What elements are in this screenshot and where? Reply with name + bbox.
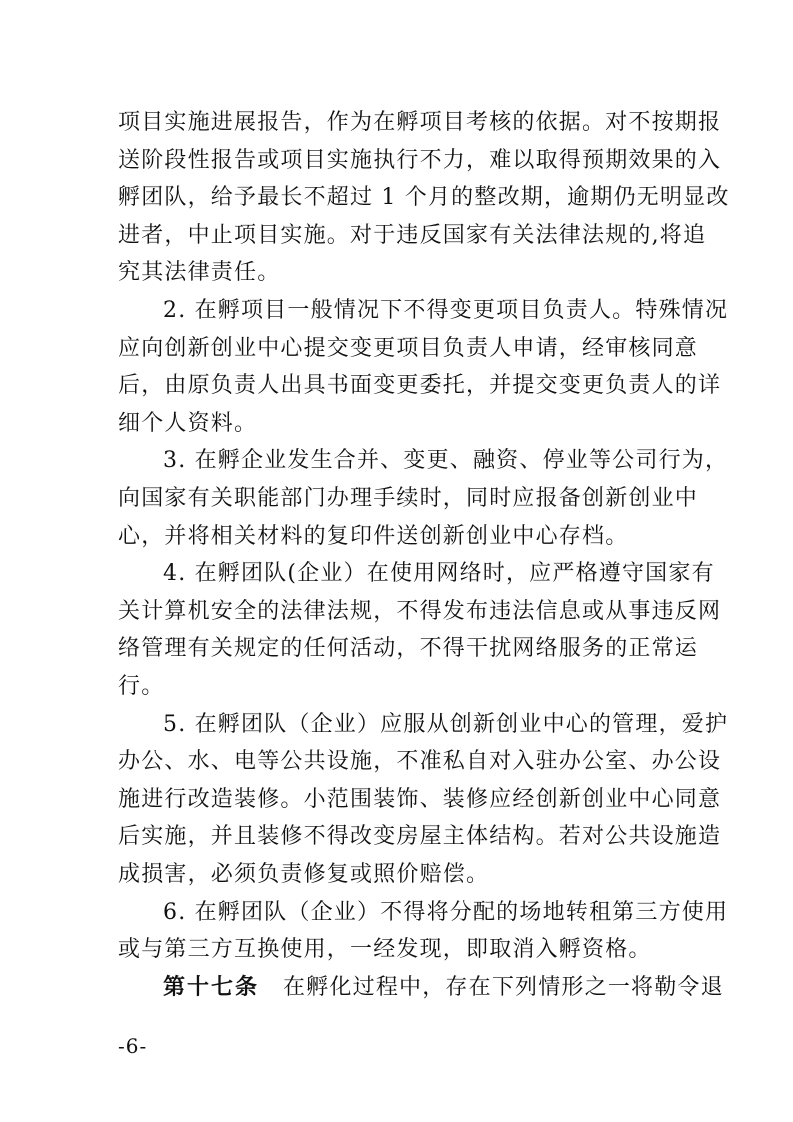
- text-line: 项目实施进展报告，作为在孵项目考核的依据。对不按期报: [118, 110, 722, 135]
- article-heading: 第十七条: [163, 974, 260, 1000]
- text-line: 孵团队，给予最长不超过 1 个月的整改期，逾期仍无明显改: [118, 185, 730, 211]
- clause-5-first-line: 5. 在孵团队（企业）应服从创新创业中心的管理，爱护: [163, 711, 729, 737]
- text-line: 行。: [118, 674, 165, 699]
- clause-6-first-line: 6. 在孵团队（企业）不得将分配的场地转租第三方使用: [163, 899, 729, 925]
- text-line: 成损害，必须负责修复或照价赔偿。: [118, 862, 490, 887]
- text-line: 细个人资料。: [118, 410, 258, 436]
- text-line: 后，由原负责人出具书面变更委托，并提交变更负责人的详: [118, 373, 722, 399]
- page-number: -6-: [118, 1034, 148, 1058]
- text-line: 办公、水、电等公共设施，不准私自对入驻办公室、办公设: [118, 749, 722, 775]
- clause-3-first-line: 3. 在孵企业发生合并、变更、融资、停业等公司行为，: [163, 448, 729, 474]
- text-line: 进者，中止项目实施。对于违反国家有关法律法规的,将追: [118, 222, 707, 248]
- clause-2-first-line: 2. 在孵项目一般情况下不得变更项目负责人。特殊情况: [163, 298, 729, 323]
- text-line: 向国家有关职能部门办理手续时，同时应报备创新创业中: [118, 486, 699, 511]
- text-line: 络管理有关规定的任何活动，不得干扰网络服务的正常运: [118, 636, 699, 662]
- text-line: 关计算机安全的法律法规，不得发布违法信息或从事违反网: [118, 598, 722, 624]
- text-line: 施进行改造装修。小范围装饰、装修应经创新创业中心同意: [118, 786, 722, 812]
- text-line: 应向创新创业中心提交变更项目负责人申请，经审核同意: [118, 335, 699, 361]
- article-text: 在孵化过程中，存在下列情形之一将勒令退: [283, 974, 724, 1000]
- article-17-line: [163, 968, 724, 1008]
- text-line: 后实施，并且装修不得改变房屋主体结构。若对公共设施造: [118, 824, 722, 850]
- text-line: 或与第三方互换使用，一经发现，即取消入孵资格。: [118, 937, 652, 963]
- clause-4-first-line: 4. 在孵团队(企业）在使用网络时，应严格遵守国家有: [163, 561, 715, 587]
- text-line: 心，并将相关材料的复印件送创新创业中心存档。: [118, 523, 629, 549]
- text-line: 送阶段性报告或项目实施执行不力，难以取得预期效果的入: [118, 147, 722, 173]
- text-line: 究其法律责任。: [118, 260, 281, 286]
